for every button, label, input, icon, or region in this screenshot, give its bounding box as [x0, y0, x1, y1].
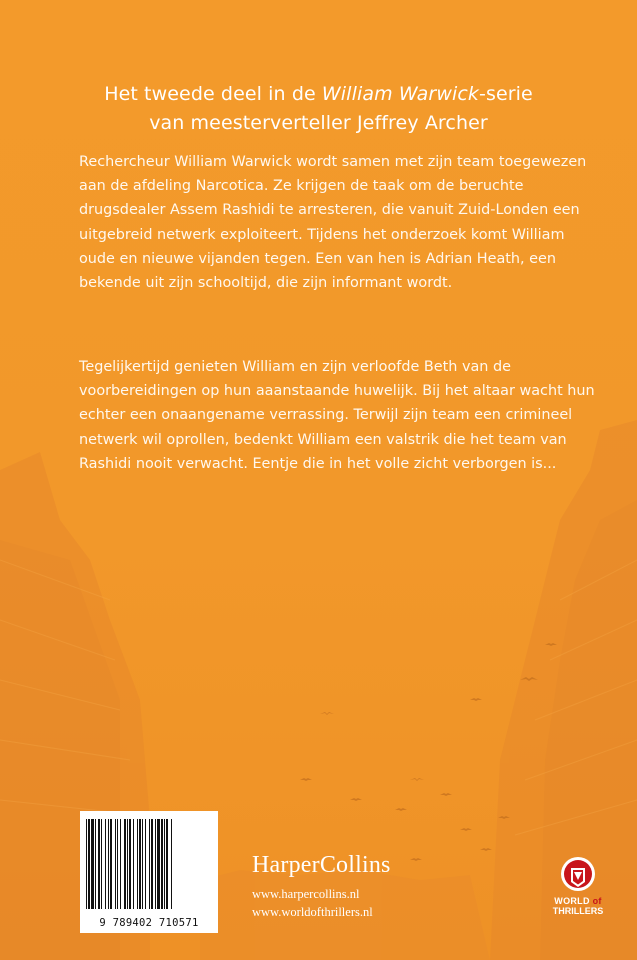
barcode-bar	[101, 819, 102, 909]
headline-line-1: Het tweede deel in de William Warwick-serie	[104, 83, 533, 105]
barcode-bar	[108, 819, 109, 909]
barcode-bar	[91, 819, 94, 909]
publisher-url[interactable]: www.harpercollins.nl	[252, 887, 360, 901]
headline	[40, 80, 597, 138]
barcode-bar	[120, 819, 121, 909]
barcode-bar	[171, 819, 172, 909]
barcode-bar	[142, 819, 143, 909]
blurb-paragraph-2: Tegelijkertijd genieten William en zijn verloofde Beth van de voorbereidingen op hun aaanstaande huwelijk. Bij het altaar wacht hun echter een onaangename verrassing. Terwijl zijn team een crimineel netwerk wil oprollen, bedenkt William een valstrik die het team van Rashidi nooit verwacht. Eentje die in het volle zicht verborgen is...	[79, 359, 595, 472]
barcode-bar	[110, 819, 112, 909]
barcode-bar	[137, 819, 138, 909]
barcode-bar	[151, 819, 153, 909]
barcode-bar	[98, 819, 100, 909]
barcode-bar	[166, 819, 168, 909]
barcode-bar	[115, 819, 116, 909]
logo-text-thrillers: THRILLERS	[552, 906, 604, 916]
barcode-bar	[88, 819, 90, 909]
isbn-number: 9 789402 710571	[99, 917, 199, 929]
barcode-bars	[86, 819, 212, 911]
barcode-bar	[164, 819, 165, 909]
barcode-bar	[124, 819, 126, 909]
barcode-bar	[139, 819, 141, 909]
barcode-bar	[155, 819, 156, 909]
barcode-bar	[133, 819, 134, 909]
imprint-url[interactable]: www.worldofthrillers.nl	[252, 905, 373, 919]
barcode-bar	[145, 819, 146, 909]
barcode-bar	[161, 819, 163, 909]
barcode-bar	[149, 819, 150, 909]
logo-emblem-icon	[560, 856, 596, 894]
isbn-barcode	[80, 811, 218, 933]
world-of-thrillers-logo	[548, 856, 608, 932]
barcode-bar	[127, 819, 128, 909]
barcode-bar	[157, 819, 160, 909]
barcode-bar	[129, 819, 131, 909]
logo-text-world-of: WORLD of	[554, 896, 602, 906]
barcode-bar	[117, 819, 118, 909]
blurb-paragraph-1: Rechercheur William Warwick wordt samen met zijn team toegewezen aan de afdeling Narcotica. Ze krijgen de taak om de beruchte drugsdealer Assem Rashidi te arresteren, die vanuit Zuid-Londen een uitgebreid netwerk exploiteert. Tijdens het onderzoek komt William oude en nieuwe vijanden tegen. Een van hen is Adrian Heath, een bekende uit zijn schooltijd, die zijn informant wordt.	[79, 154, 587, 292]
publisher-logo: HarperCollins	[252, 852, 391, 878]
barcode-bar	[105, 819, 106, 909]
barcode-bar	[86, 819, 87, 909]
barcode-bar	[95, 819, 96, 909]
series-title: William Warwick	[321, 83, 479, 105]
headline-line-2: van meesterverteller Jeffrey Archer	[149, 112, 488, 134]
